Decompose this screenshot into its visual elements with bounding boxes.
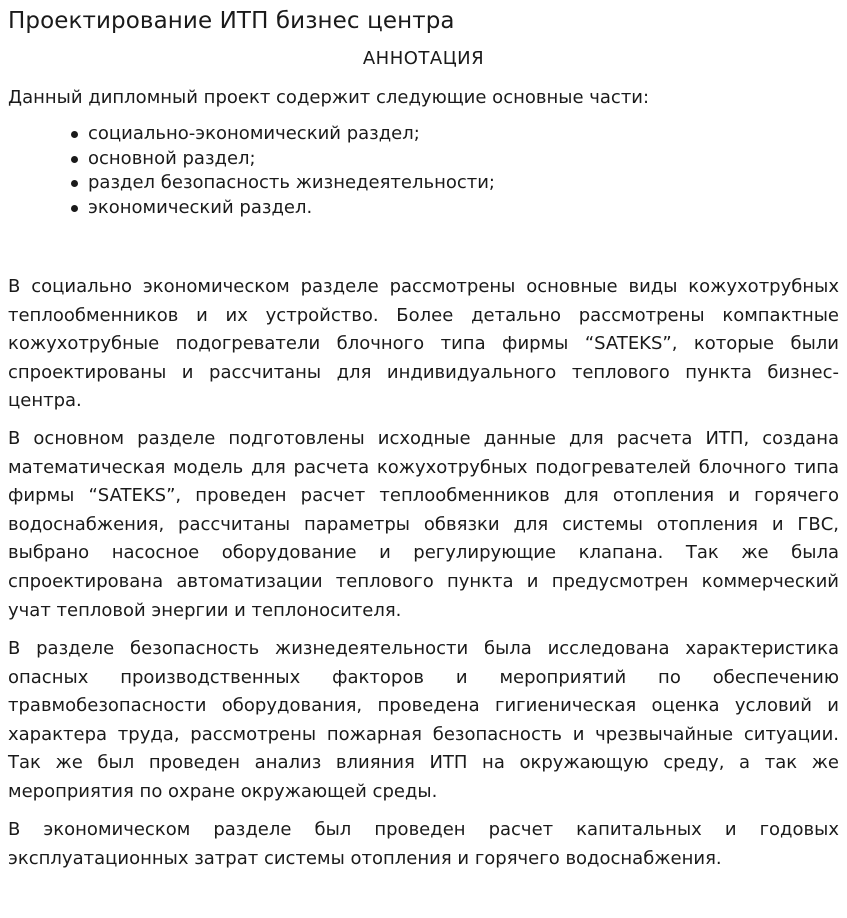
list-item: раздел безопасность жизнедеятельности; (70, 171, 495, 196)
paragraph-main-section: В основном разделе подготовлены исходные данные для расчета ИТП, создана математическая модель для расчета кожухотрубных подогревателей блочного типа фирмы “SATEKS”, проведен расчет теплообменников для отопления и горячего водоснабжения, рассчитаны параметры обвязки для системы отопления и ГВС, выбрано насосное оборудование и регулирующие клапана. Так же была спроектирована автоматизации теплового пункта и предусмотрен коммерческий учат тепловой энергии и теплоносителя. (8, 428, 839, 621)
list-item: социально-экономический раздел; (70, 122, 495, 147)
paragraph-life-safety: В разделе безопасность жизнедеятельности была исследована характеристика опасных производственных факторов и мероприятий по обеспечению травмобезопасности оборудования, проведена гигиеническая оценка условий и характера труда, рассмотрены пожарная безопасность и чрезвычайные ситуации. Так же был проведен анализ влияния ИТП на окружающую среду, а так же мероприятия по охране окружающей среды. (8, 638, 839, 802)
annotation-heading: АННОТАЦИЯ (362, 48, 485, 69)
list-item: экономический раздел. (70, 196, 495, 221)
paragraph-economic: В экономическом разделе был проведен расчет капитальных и годовых эксплуатационных затрат системы отопления и горячего водоснабжения. (8, 819, 839, 869)
document-title: Проектирование ИТП бизнес центра (8, 8, 455, 34)
parts-list (70, 122, 495, 220)
list-item: основной раздел; (70, 147, 495, 172)
paragraph-socio-economic: В социально экономическом разделе рассмотрены основные виды кожухотрубных теплообменников и их устройство. Более детально рассмотрены компактные кожухотрубные подогреватели блочного типа фирмы “SATEKS”, которые были спроектированы и рассчитаны для индивидуального теплового пункта бизнес- центра. (8, 276, 839, 412)
intro-text: Данный дипломный проект содержит следующие основные части: (8, 87, 650, 108)
